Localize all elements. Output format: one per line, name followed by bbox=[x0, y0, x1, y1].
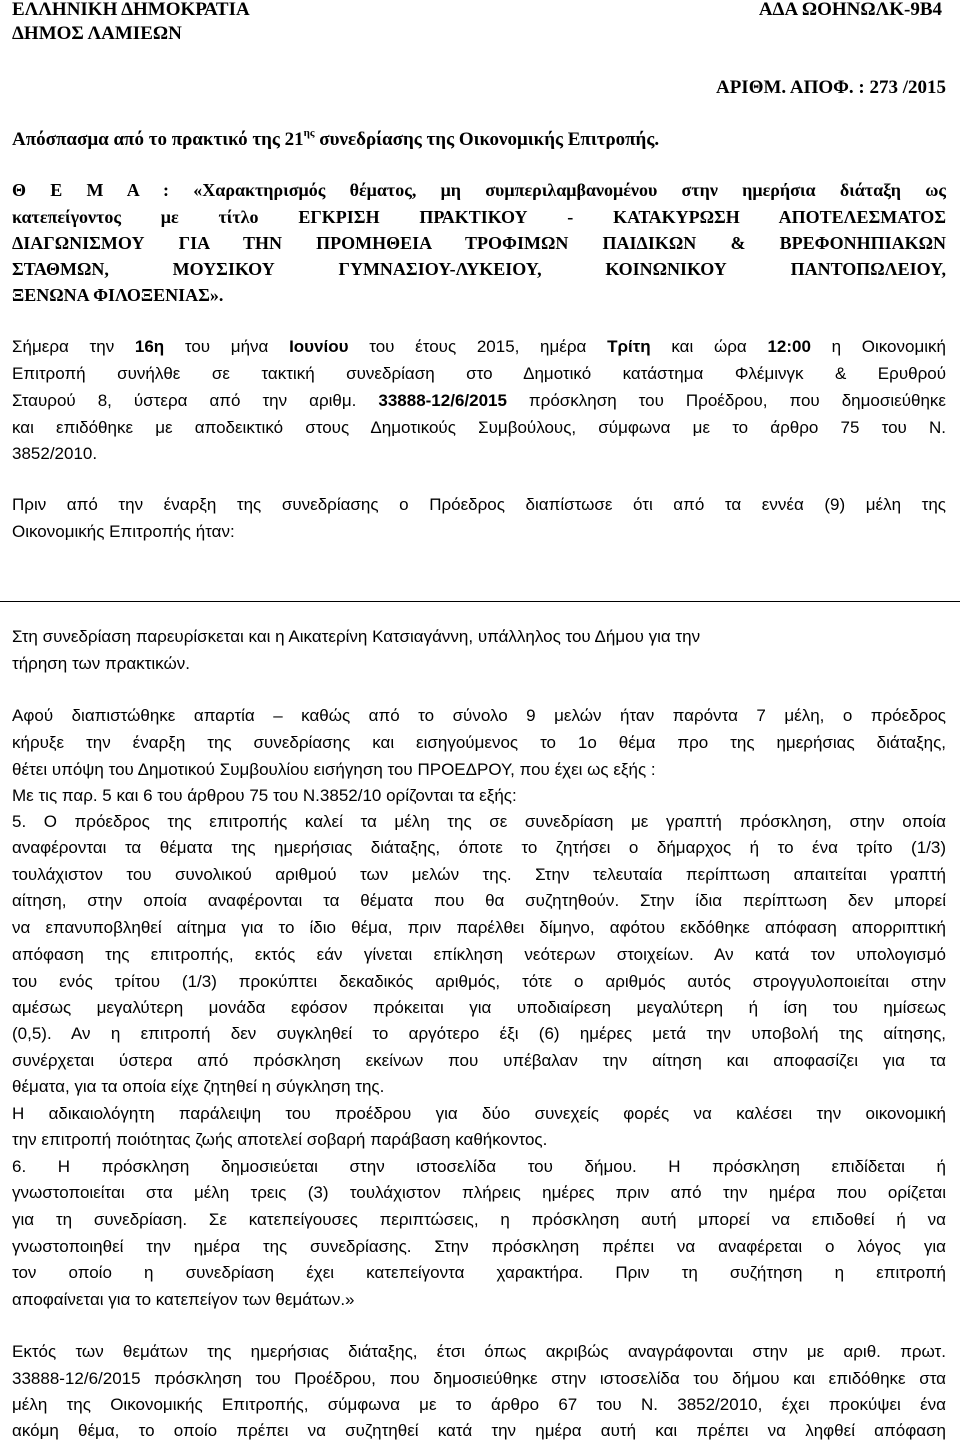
body-line: θέτει υπόψη του Δημοτικού Συμβουλίου εισήγηση του ΠΡΟΕΔΡΟΥ, που έχει ως εξής : bbox=[12, 760, 656, 779]
body-line: συνέρχεται ύστερα από πρόσκληση εκείνων που υπέβαλαν την αίτηση και αποφασίζει για τα bbox=[12, 1051, 946, 1070]
quorum-line: Οικονομικής Επιτροπής ήταν: bbox=[12, 522, 235, 541]
body-line: 33888-12/6/2015 πρόσκληση του Προέδρου, που δημοσιεύθηκε στην ιστοσελίδα του δήμου και επιδόθηκε στα bbox=[12, 1369, 946, 1388]
body-line: 6. Η πρόσκληση δημοσιεύεται στην ιστοσελίδα του δήμου. Η πρόσκληση επιδίδεται ή bbox=[12, 1157, 946, 1176]
body-line: γνωστοποιηθεί την ημέρα της συνεδρίασης. Στην πρόσκληση πρέπει να αναφέρεται ο λόγος για bbox=[12, 1237, 946, 1256]
subject-line: ΔΙΑΓΩΝΙΣΜΟΥ ΓΙΑ ΤΗΝ ΠΡΟΜΗΘΕΙΑ ΤΡΟΦΙΜΩΝ ΠΑΙΔΙΚΩΝ & ΒΡΕΦΟΝΗΠΙΑΚΩΝ bbox=[12, 233, 946, 253]
body-line: Αφού διαπιστώθηκε απαρτία – καθώς από το σύνολο 9 μελών ήταν παρόντα 7 μέλη, ο πρόεδρος bbox=[12, 706, 946, 725]
meeting-month: Ιουνίου bbox=[289, 337, 349, 356]
secretary-line: Στη συνεδρίαση παρευρίσκεται και η Αικατερίνη Κατσιαγάννη, υπάλληλος του Δήμου για την bbox=[12, 627, 701, 646]
meeting-line: Σταυρού 8, ύστερα από την αριθμ. 33888-12/6/2015 πρόσκληση του Προέδρου, που δημοσιεύθηκε bbox=[12, 391, 946, 410]
meeting-weekday: Τρίτη bbox=[607, 337, 651, 356]
municipality-heading: ΔΗΜΟΣ ΛΑΜΙΕΩΝ bbox=[12, 23, 182, 44]
body-line: τον οποίο η συνεδρίαση έχει κατεπείγοντα χαρακτήρα. Πριν τη συζήτηση η επιτροπή bbox=[12, 1263, 946, 1282]
body-line: κήρυξε την έναρξη της συνεδρίασης και εισηγούμενος το 1ο θέμα προ της ημερήσιας διάταξης, bbox=[12, 733, 946, 752]
body-line: για τη συνεδρίαση. Σε κατεπείγουσες περιπτώσεις, η πρόσκληση αυτή μπορεί να επιδοθεί ή να bbox=[12, 1210, 946, 1229]
body-line: μέλη της Οικονομικής Επιτροπής, σύμφωνα με το άρθρο 67 του Ν. 3852/2010, έχει προκύψει ένα bbox=[12, 1395, 946, 1414]
body-line: γνωστοποιείται στα μέλη τρεις (3) τουλάχιστον πλήρεις ημέρες πριν από την ημέρα που ορίζεται bbox=[12, 1183, 946, 1202]
meeting-line: και επιδόθηκε με αποδεικτικό στους Δημοτικούς Συμβούλους, σύμφωνα με το άρθρο 75 του Ν. bbox=[12, 418, 946, 437]
horizontal-divider bbox=[0, 601, 960, 602]
body-line: 5. Ο πρόεδρος της επιτροπής καλεί τα μέλη της σε συνεδρίαση με γραπτή πρόσκληση, στην οποία bbox=[12, 812, 946, 831]
body-line: Η αδικαιολόγητη παράλειψη του προέδρου για δύο συνεχείς φορές να καλέσει την οικονομική bbox=[12, 1104, 946, 1123]
meeting-time: 12:00 bbox=[767, 337, 811, 356]
body-line: θέματα, για τα οποία είχε ζητηθεί η σύγκληση της. bbox=[12, 1077, 385, 1096]
meeting-line: 3852/2010. bbox=[12, 444, 98, 463]
excerpt-line bbox=[12, 128, 659, 152]
body-line: Με τις παρ. 5 και 6 του άρθρου 75 του Ν.3852/10 ορίζονται τα εξής: bbox=[12, 786, 517, 805]
body-line: τουλάχιστον του συνολικού αριθμού των μελών της. Στην τελευταία περίπτωση απαιτείται γραπτή bbox=[12, 865, 946, 884]
body-line: (0,5). Αν η επιτροπή δεν συγκληθεί το αργότερο έξι (6) ημέρες μετά την υποβολή της αίτησης, bbox=[12, 1024, 946, 1043]
quorum-line: Πριν από την έναρξη της συνεδρίασης ο Πρόεδρος διαπίστωσε ότι από τα εννέα (9) μέλη της bbox=[12, 495, 946, 514]
body-line: αποφαίνεται για το κατεπείγον των θεμάτων.» bbox=[12, 1290, 355, 1309]
body-line: αίτηση, στην οποία αναφέρονται τα θέματα που θα συζητηθούν. Στην ίδια περίπτωση δεν μπορεί bbox=[12, 891, 946, 910]
body-line: του ενός τρίτου (1/3) προκύπτει δεκαδικός αριθμός, τότε ο αριθμός αυτός στρογγυλοποιείται στην bbox=[12, 972, 946, 991]
meeting-line: Επιτροπή συνήλθε σε τακτική συνεδρίαση στο Δημοτικό κατάστημα Φλέμινγκ & Ερυθρού bbox=[12, 364, 946, 383]
body-line: ακόμη θέμα, το οποίο πρέπει να συζητηθεί κατά την ημέρα αυτή και πρέπει να ληφθεί απόφαση bbox=[12, 1421, 946, 1440]
body-line: Εκτός των θεμάτων της ημερήσιας διάταξης, έτσι όπως ακριβώς αναγράφονται στην με αριθ. πρωτ. bbox=[12, 1342, 946, 1361]
excerpt-ordinal-suffix: ης bbox=[303, 127, 315, 139]
secretary-line: τήρηση των πρακτικών. bbox=[12, 654, 190, 673]
country-heading: ΕΛΛΗΝΙΚΗ ΔΗΜΟΚΡΑΤΙΑ bbox=[12, 0, 250, 20]
subject-line: κατεπείγοντος με τίτλο ΕΓΚΡΙΣΗ ΠΡΑΚΤΙΚΟΥ - ΚΑΤΑΚΥΡΩΣΗ ΑΠΟΤΕΛΕΣΜΑΤΟΣ bbox=[12, 207, 946, 227]
ada-code: ΑΔΑ ΩΟΗΝΩΛΚ-9Β4 bbox=[758, 0, 942, 20]
body-line: αμέσως μεγαλύτερη μονάδα εφόσον πρόκειται για υποδιαίρεση μεγαλύτερη ή ίση του ημίσεως bbox=[12, 998, 946, 1017]
subject-line: ΞΕΝΩΝΑ ΦΙΛΟΞΕΝΙΑΣ». bbox=[12, 285, 224, 305]
body-line: να επανυποβληθεί αίτημα για το ίδιο θέμα, πριν παρέλθει δίμηνο, αφότου εκδόθηκε απόφαση απορριπτική bbox=[12, 918, 946, 937]
subject-line: ΣΤΑΘΜΩΝ, ΜΟΥΣΙΚΟΥ ΓΥΜΝΑΣΙΟΥ-ΛΥΚΕΙΟΥ, ΚΟΙΝΩΝΙΚΟΥ ΠΑΝΤΟΠΩΛΕΙΟΥ, bbox=[12, 259, 946, 279]
invitation-reference: 33888-12/6/2015 bbox=[378, 391, 507, 410]
meeting-day: 16η bbox=[134, 337, 165, 356]
body-line: την επιτροπή ποιότητας ζωής αποτελεί σοβαρή παράβαση καθήκοντος. bbox=[12, 1130, 548, 1149]
excerpt-text-start: Απόσπασμα από το πρακτικό της 21 bbox=[12, 129, 304, 150]
body-line: απόφαση της επιτροπής, εκτός εάν γίνεται επίκληση νεότερων στοιχείων. Αν κατά τον υπολογισμό bbox=[12, 945, 946, 964]
subject-line: Θ Ε Μ Α : «Χαρακτηρισμός θέματος, μη συμπεριλαμβανομένου στην ημερήσια διάταξη ως bbox=[12, 180, 946, 200]
body-line: αναφέρονται τα θέματα της ημερήσιας διάταξης, όποτε το ζητήσει ο δήμαρχος ή το ένα τρίτο (1/3) bbox=[12, 838, 946, 857]
meeting-line: Σήμερα την 16η του μήνα Ιουνίου του έτους 2015, ημέρα Τρίτη και ώρα 12:00 η Οικονομική bbox=[12, 337, 946, 356]
decision-number: ΑΡΙΘΜ. ΑΠΟΦ. : 273 /2015 bbox=[715, 77, 946, 98]
excerpt-text-end: συνεδρίασης της Οικονομικής Επιτροπής. bbox=[314, 129, 660, 150]
